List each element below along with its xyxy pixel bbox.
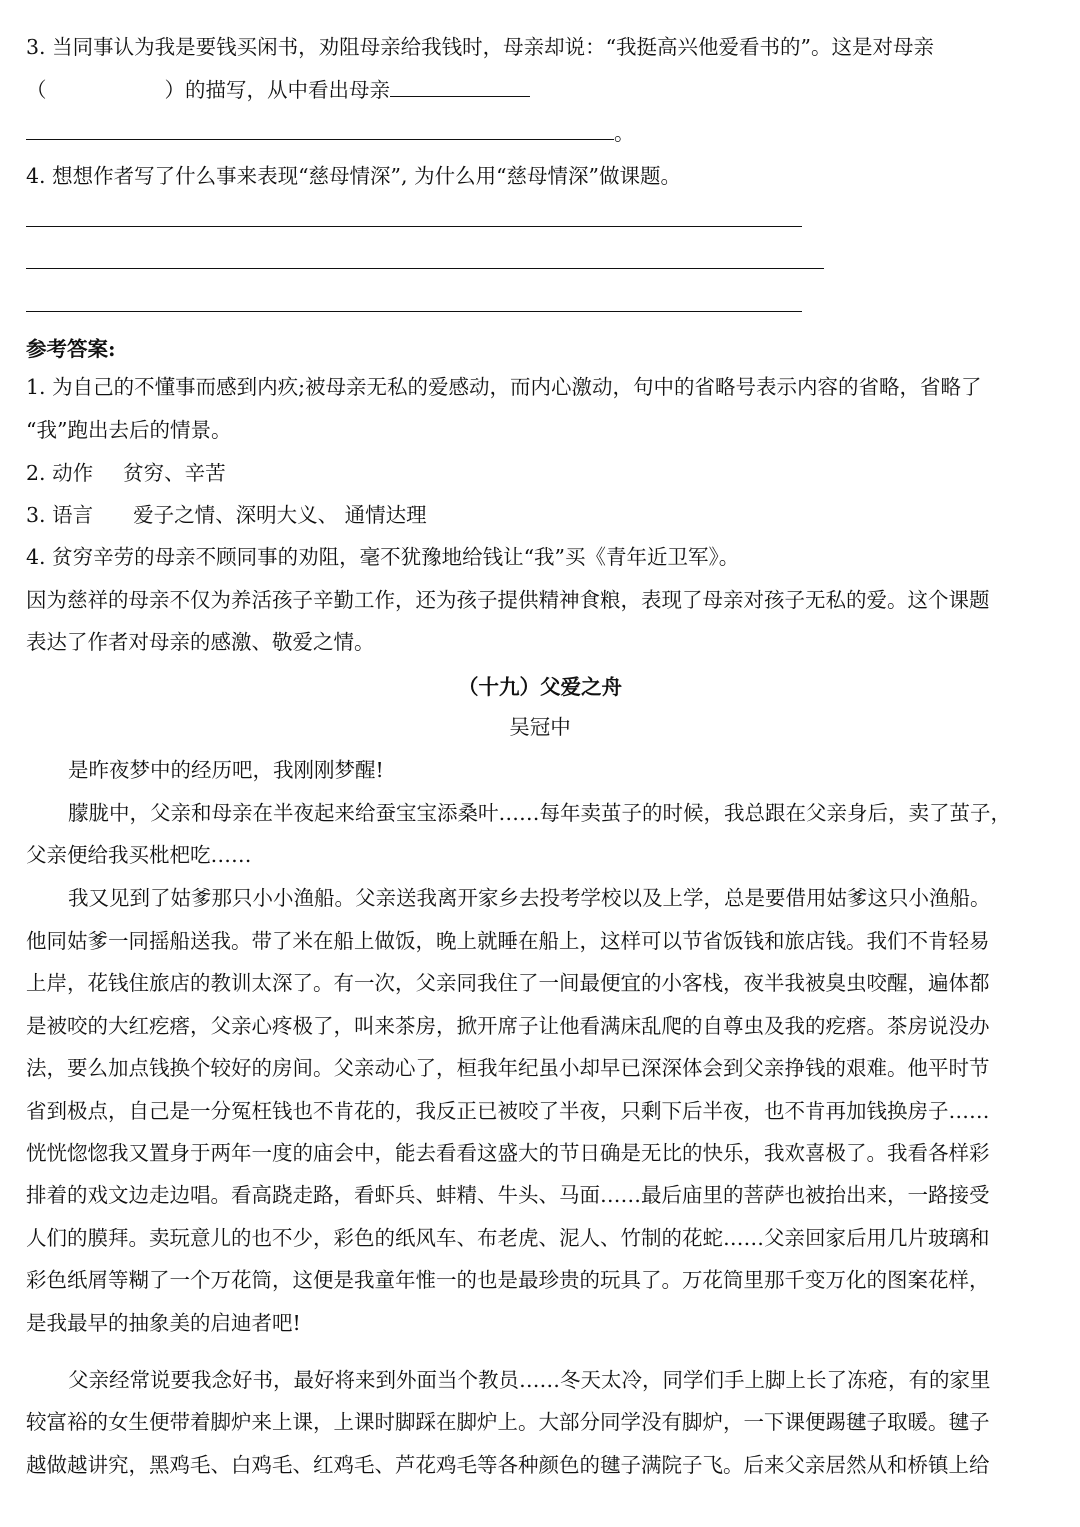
answer-3 (26, 501, 427, 529)
article-title: （十九）父爱之舟 (458, 675, 622, 699)
article-line: 省到极点，自己是一分冤枉钱也不肯花的，我反正已被咬了半夜，只剩下后半夜，也不肯再加钱换房子…… (26, 1099, 990, 1123)
answer-2-label: 2. 动作 (26, 461, 94, 485)
answer-1-line-1: 1. 为自己的不懂事而感到内疚;被母亲无私的爱感动，而内心激动，句中的省略号表示内容的省略，省略了 (26, 375, 982, 399)
question-3-line-2 (26, 76, 530, 104)
answer-2 (26, 459, 226, 487)
period-mark: 。 (614, 121, 635, 145)
article-line: 越做越讲究，黑鸡毛、白鸡毛、红鸡毛、芦花鸡毛等各种颜色的毽子满院子飞。后来父亲居然从和桥镇上给 (26, 1453, 990, 1477)
answer-line[interactable] (26, 311, 802, 312)
answer-line[interactable] (26, 268, 824, 269)
answer-blank[interactable] (26, 119, 614, 140)
article-line: 父亲便给我买枇杷吃…… (26, 843, 252, 867)
answer-4-line-1: 4. 贫穷辛劳的母亲不顾同事的劝阻，毫不犹豫地给钱让“我”买《青年近卫军》。 (26, 545, 740, 569)
article-line: 是昨夜梦中的经历吧，我刚刚梦醒! (68, 758, 384, 782)
article-line: 人们的膜拜。卖玩意儿的也不少，彩色的纸风车、布老虎、泥人、竹制的花蛇……父亲回家后用几片玻璃和 (26, 1226, 990, 1250)
answer-2-value: 贫穷、辛苦 (123, 461, 226, 485)
article-line: 彩色纸屑等糊了一个万花筒，这便是我童年惟一的也是最珍贵的玩具了。万花筒里那千变万化的图案花样， (26, 1268, 990, 1292)
article-author: 吴冠中 (509, 715, 571, 739)
article-line: 上岸，花钱住旅店的教训太深了。有一次，父亲同我住了一间最便宜的小客栈，夜半我被臭虫咬醒，遍体都 (26, 971, 990, 995)
question-3-line-2-text: ）的描写，从中看出母亲 (164, 78, 390, 102)
article-line: 是被咬的大红疙瘩，父亲心疼极了，叫来茶房，掀开席子让他看满床乱爬的自尊虫及我的疙瘩。茶房说没办 (26, 1014, 990, 1038)
article-line: 父亲经常说要我念好书，最好将来到外面当个教员……冬天太冷，同学们手上脚上长了冻疮，有的家里 (68, 1368, 991, 1392)
answer-line[interactable] (26, 226, 802, 227)
article-line: 法，要么加点钱换个较好的房间。父亲动心了，桓我年纪虽小却早已深深体会到父亲挣钱的艰难。他平时节 (26, 1056, 990, 1080)
article-line: 恍恍惚惚我又置身于两年一度的庙会中，能去看看这盛大的节日确是无比的快乐，我欢喜极了。我看各样彩 (26, 1141, 990, 1165)
open-paren: （ (26, 78, 47, 102)
answer-3-label: 3. 语言 (26, 503, 94, 527)
article-line: 我又见到了姑爹那只小小渔船。父亲送我离开家乡去投考学校以及上学，总是要借用姑爹这只小渔船。 (68, 886, 991, 910)
article-line: 是我最早的抽象美的启迪者吧! (26, 1311, 301, 1335)
answer-4-line-2: 因为慈祥的母亲不仅为养活孩子辛勤工作，还为孩子提供精神食粮，表现了母亲对孩子无私的爱。这个课题 (26, 588, 990, 612)
answers-heading: 参考答案: (26, 337, 116, 361)
answer-1-line-2: “我”跑出去后的情景。 (26, 418, 232, 442)
article-line: 排着的戏文边走边唱。看高跷走路，看虾兵、蚌精、牛头、马面……最后庙里的菩萨也被抬出来，一路接受 (26, 1183, 990, 1207)
answer-blank[interactable] (390, 76, 530, 97)
article-line: 较富裕的女生便带着脚炉来上课，上课时脚踩在脚炉上。大部分同学没有脚炉，一下课便踢毽子取暖。毽子 (26, 1410, 990, 1434)
question-3-line-1: 3. 当同事认为我是要钱买闲书，劝阻母亲给我钱时，母亲却说：“我挺高兴他爱看书的”。这是对母亲 (26, 35, 935, 59)
answer-3-value: 爱子之情、深明大义、 通情达理 (133, 503, 427, 527)
article-line: 朦胧中，父亲和母亲在半夜起来给蚕宝宝添桑叶……每年卖茧子的时候，我总跟在父亲身后，卖了茧子， (68, 801, 1011, 825)
question-4: 4. 想想作者写了什么事来表现“慈母情深”, 为什么用“慈母情深”做课题。 (26, 164, 682, 188)
question-3-line-3 (26, 119, 635, 147)
article-line: 他同姑爹一同摇船送我。带了米在船上做饭，晚上就睡在船上，这样可以节省饭钱和旅店钱。我们不肯轻易 (26, 929, 990, 953)
answer-4-line-3: 表达了作者对母亲的感激、敬爱之情。 (26, 630, 375, 654)
